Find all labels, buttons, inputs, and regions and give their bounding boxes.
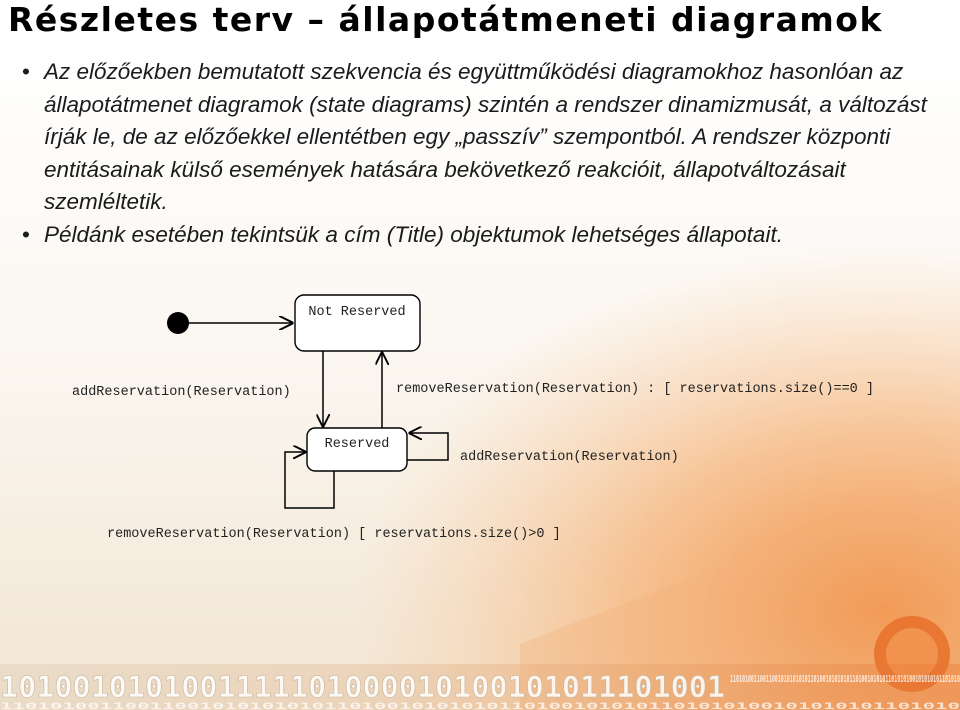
- transition-add-label: addReservation(Reservation): [72, 385, 291, 400]
- decorative-binary-strip-small: 11010100110011001010101010110100101010101101001010101101010100101010101101010: [730, 674, 960, 685]
- state-not-reserved: [295, 295, 420, 351]
- decorative-binary-strip: 1010010101001111101000010100101011101001: [0, 670, 725, 704]
- decorative-binary-strip-bottom: 11010100110011001010101010110100101010101101001010101101010100101010101101010: [0, 702, 960, 710]
- initial-state-node: [167, 312, 189, 334]
- bullet-text-2: Példánk esetében tekintsük a cím (Title) objektumok lehetséges állapotait.: [44, 221, 783, 247]
- bullet-glyph: •: [22, 221, 30, 247]
- self-loop-add-label: addReservation(Reservation): [460, 450, 679, 465]
- self-loop-remove-label: removeReservation(Reservation) [ reservations.size()>0 ]: [107, 527, 561, 542]
- transition-remove-label: removeReservation(Reservation) : [ reservations.size()==0 ]: [396, 382, 874, 397]
- slide-title: Részletes terv – állapotátmeneti diagramok: [8, 0, 883, 39]
- bullet-glyph: •: [22, 59, 30, 84]
- state-reserved-label: Reserved: [324, 437, 390, 452]
- state-not-reserved-label: Not Reserved: [308, 305, 406, 320]
- self-loop-add-arrow: [407, 433, 448, 460]
- bullet-text-1: Az előzőekben bemutatott szekvencia és együttműködési diagramokhoz hasonlóan az állapotátmenet diagramok (state diagrams) szintén a rendszer dinamizmusát, a változást írják le, de az előzőekkel ellentétben egy „passzív” szempontból. A rendszer központi entitásainak külső események hatására bekövetkező reakcióit, állapotváltozásait szemléltetik.: [44, 59, 927, 214]
